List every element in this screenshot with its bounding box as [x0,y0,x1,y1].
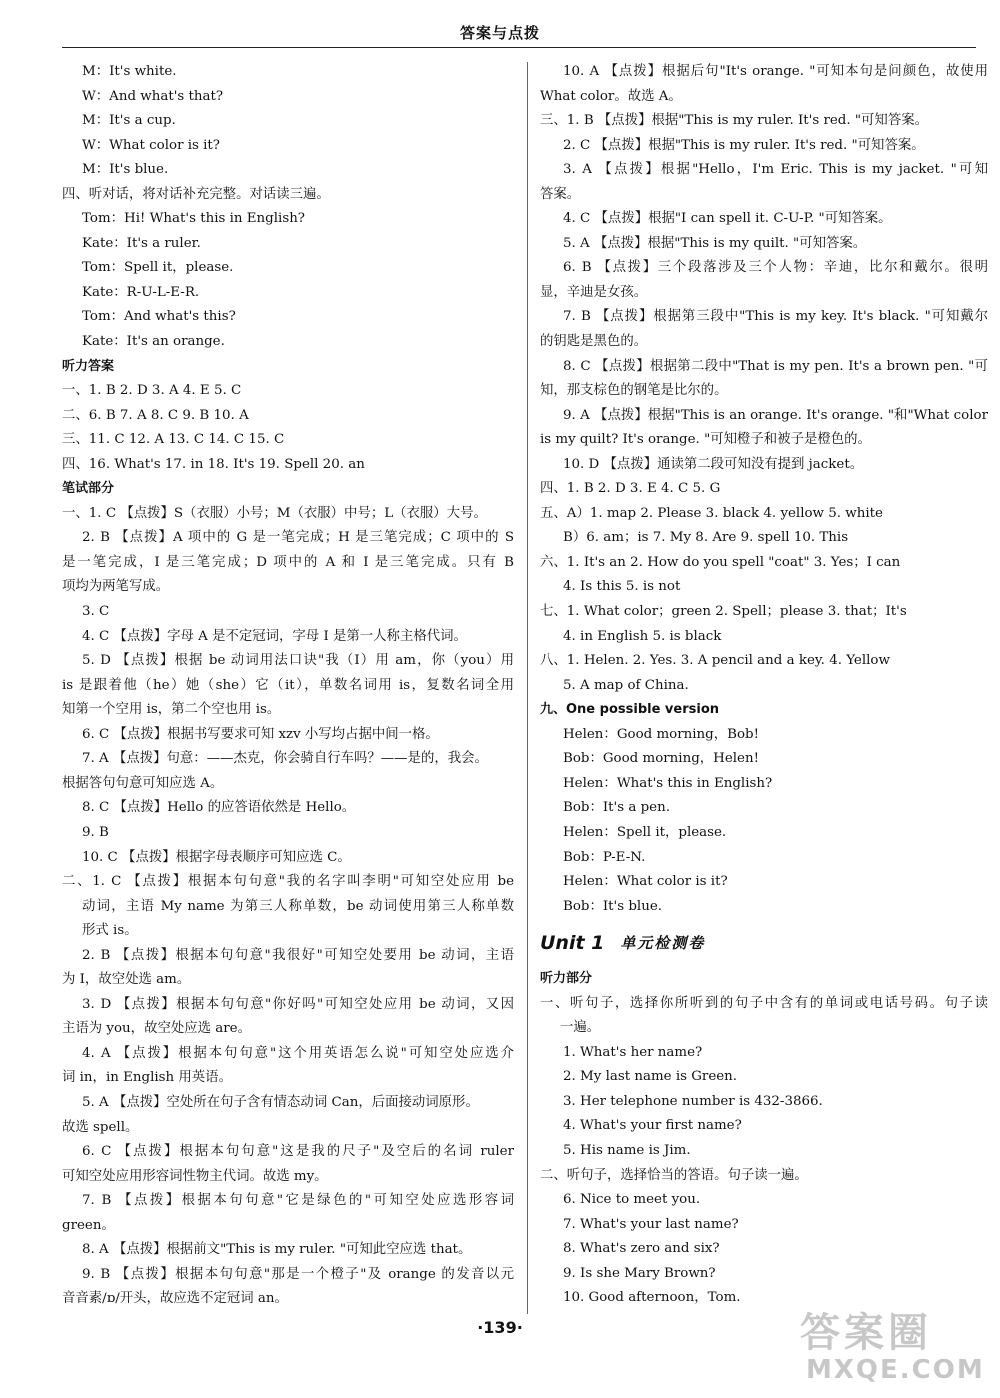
text-line: 项均为两笔写成。 [62,579,170,595]
text-line: W：What color is it? [82,137,220,153]
text-line: 根据答句句意可知应选 A。 [62,775,224,791]
text-line: 主语为 you，故空处应选 are。 [62,1021,251,1037]
text-line: 一、1. B 2. D 3. A 4. E 5. C [62,383,242,399]
text-line: Kate：R-U-L-E-R. [82,284,200,300]
text-line: 6. C 【点拨】根据本句句意"这是我的尺子"及空后的名词 ruler [82,1144,514,1160]
text-line: green。 [62,1217,115,1233]
text-line: 故选 spell。 [62,1119,139,1135]
text-line: 4. C 【点拨】字母 A 是不定冠词，字母 I 是第一人称主格代词。 [82,628,467,644]
text-line: 二、6. B 7. A 8. C 9. B 10. A [62,407,249,423]
text-line: 四、16. What's 17. in 18. It's 19. Spell 20. an [62,456,365,472]
unit-label: Unit 1 [540,931,605,954]
text-line: 8. A 【点拨】根据前文"This is my ruler. "可知此空应选 that。 [82,1242,472,1258]
text-line: 9. B [82,824,109,840]
text-line: 六、1. It's an 2. How do you spell "coat" 3. Yes；I can [540,554,901,570]
text-line: 10. A 【点拨】根据后句"It's orange. "可知本句是问颜色，故使用 [563,64,988,79]
text-line: Helen：What color is it? [563,874,728,890]
text-line: 9. Is she Mary Brown? [563,1265,716,1281]
text-line: W：And what's that? [82,88,224,104]
text-line: B）6. am；is 7. My 8. Are 9. spell 10. This [563,530,849,546]
text-line: 八、1. Helen. 2. Yes. 3. A pencil and a key. 4. Yellow [540,653,890,669]
text-line: 6. B 【点拨】三个段落涉及三个人物：辛迪，比尔和戴尔。很明 [563,260,988,276]
text-line: Kate：It's a ruler. [82,235,201,251]
left-column [62,60,514,1312]
text-line: 形式 is。 [82,923,138,939]
text-line: M：It's blue. [82,162,169,178]
header-rule [62,47,976,48]
text-line: What color。故选 A。 [540,88,682,104]
text-line: Bob：Good morning，Helen! [563,751,759,767]
text-line: Helen：What's this in English? [563,775,773,791]
text-line: 1. What's her name? [563,1044,703,1060]
text-line: 四、1. B 2. D 3. E 4. C 5. G [540,481,721,497]
text-line: 四、听对话，将对话补充完整。对话读三遍。 [62,186,330,202]
text-line: 7. What's your last name? [563,1216,739,1232]
text-line: 9. A 【点拨】根据"This is an orange. It's orange. "和"What color [563,407,988,423]
text-line: 词 in，in English 用英语。 [62,1070,232,1086]
watermark-text: 答案圈 [800,1310,932,1356]
text-line: 4. C 【点拨】根据"I can spell it. C-U-P. "可知答案。 [563,211,892,227]
text-line: 5. D 【点拨】根据 be 动词用法口诀"我（I）用 am，你（you）用 [82,653,514,669]
text-line: 5. A 【点拨】空处所在句子含有情态动词 Can，后面接动词原形。 [82,1094,479,1110]
text-line: 为 I，故空处选 am。 [62,972,191,988]
text-line: 7. B 【点拨】根据本句句意"它是绿色的"可知空处应选形容词 [82,1193,514,1209]
text-line: 7. A 【点拨】句意：——杰克，你会骑自行车吗？——是的，我会。 [82,751,488,767]
text-line: 10. D 【点拨】通读第二段可知没有提到 jacket。 [563,456,864,472]
text-line: 2. C 【点拨】根据"This is my ruler. It's red. "可知答案。 [563,137,925,153]
text-line: 二、听句子，选择恰当的答语。句子读一遍。 [540,1167,808,1183]
text-line: 一、听句子，选择你所听到的句子中含有的单词或电话号码。句子读 [540,995,988,1011]
text-line: M：It's white. [82,64,177,79]
text-line: 6. Nice to meet you. [563,1192,701,1208]
text-line: Bob：It's a pen. [563,800,670,816]
right-column [540,60,988,1311]
text-line: 动词，主语 My name 为第三人称单数，be 动词使用第三人称单数 [82,898,514,914]
text-line: 一、1. C 【点拨】S（衣服）小号；M（衣服）中号；L（衣服）大号。 [62,505,487,521]
text-line: 知，那支棕色的钢笔是比尔的。 [540,383,728,399]
text-line: 3. A 【点拨】根据"Hello，I'm Eric. This is my jacket. "可知 [563,162,988,178]
text-line: 4. Is this 5. is not [563,579,681,595]
text-line: 4. A 【点拨】根据本句句意"这个用英语怎么说"可知空处应选介 [82,1045,514,1061]
text-line: 三、11. C 12. A 13. C 14. C 15. C [62,432,285,448]
text-line: 5. His name is Jim. [563,1142,691,1158]
text-line: 4. in English 5. is black [563,628,722,644]
unit-test-section [540,967,988,1311]
text-line: 答案。 [540,186,581,202]
text-line: 显，辛迪是女孩。 [540,284,648,300]
text-line: 4. What's your first name? [563,1118,742,1134]
right-column-answers [540,60,988,919]
unit-subtitle: 单元检测卷 [620,933,706,952]
text-line: 2. B 【点拨】A 项中的 G 是一笔完成；H 是三笔完成；C 项中的 S [82,530,514,546]
text-line: 九、One possible version [540,702,720,718]
text-line: 七、1. What color；green 2. Spell；please 3. that；It's [540,604,907,620]
watermark-domain: MXQE.COM [806,1355,985,1385]
column-divider [527,62,528,1314]
text-line: 3. Her telephone number is 432-3866. [563,1093,823,1109]
text-line: 8. What's zero and six? [563,1241,720,1257]
text-line: Helen：Spell it，please. [563,824,727,840]
text-line: 是一笔完成，I 是三笔完成；D 项中的 A 和 I 是三笔完成。只有 B [62,554,514,570]
text-line: 二、1. C 【点拨】根据本句句意"我的名字叫李明"可知空处应用 be [62,874,514,890]
page-number: ·139· [477,1318,523,1337]
text-line: Kate：It's an orange. [82,334,225,350]
text-line: 三、1. B 【点拨】根据"This is my ruler. It's red. "可知答案。 [540,113,928,129]
text-line: 笔试部分 [62,481,115,497]
text-line: is 是跟着他（he）她（she）它（it），单数名词用 is，复数名词全用 [62,677,514,693]
text-line: Tom：And what's this? [82,309,236,325]
text-line: 听力部分 [540,971,593,987]
text-line: 8. C 【点拨】根据第二段中"That is my pen. It's a brown pen. "可 [563,358,988,374]
text-line: Helen：Good morning，Bob! [563,726,759,742]
text-line: 5. A 【点拨】根据"This is my quilt. "可知答案。 [563,235,867,251]
text-line: 一遍。 [560,1020,601,1036]
text-line: Tom：Hi! What's this in English? [82,211,305,227]
text-line: Bob：P-E-N. [563,849,646,865]
text-line: M：It's a cup. [82,113,176,129]
text-line: 6. C 【点拨】根据书写要求可知 xzv 小写均占据中间一格。 [82,726,439,742]
text-line: 2. My last name is Green. [563,1069,738,1085]
text-line: 7. B 【点拨】根据第三段中"This is my key. It's black. "可知戴尔 [563,309,988,325]
watermark-logo [800,1310,990,1390]
text-line: 5. A map of China. [563,677,689,693]
page-header-title: 答案与点拨 [459,24,540,42]
text-line: 10. C 【点拨】根据字母表顺序可知应选 C。 [82,849,351,865]
text-line: 3. D 【点拨】根据本句句意"你好吗"可知空处应用 be 动词，又因 [82,996,514,1012]
text-line: 五、A）1. map 2. Please 3. black 4. yellow 5. white [540,505,883,521]
text-line: 知第一个空用 is，第二个空也用 is。 [62,702,281,718]
text-line: 的钥匙是黑色的。 [540,334,648,350]
text-line: 可知空处应用形容词性物主代词。故选 my。 [62,1168,328,1184]
text-line: 10. Good afternoon，Tom. [563,1290,741,1306]
text-line: 2. B 【点拨】根据本句句意"我很好"可知空处要用 be 动词，主语 [82,947,514,963]
text-line: 8. C 【点拨】Hello 的应答语依然是 Hello。 [82,800,356,816]
text-line: Tom：Spell it，please. [82,260,234,276]
text-line: 听力答案 [62,358,115,374]
text-line: 音音素/ɒ/开头，故应选不定冠词 an。 [62,1291,288,1307]
unit-heading [540,919,988,967]
text-line: Bob：It's blue. [563,898,663,914]
text-line: is my quilt? It's orange. "可知橙子和被子是橙色的。 [540,432,871,448]
text-line: 9. B 【点拨】根据本句句意"那是一个橙子"及 orange 的发音以元 [82,1266,514,1282]
text-line: 3. C [82,604,110,620]
